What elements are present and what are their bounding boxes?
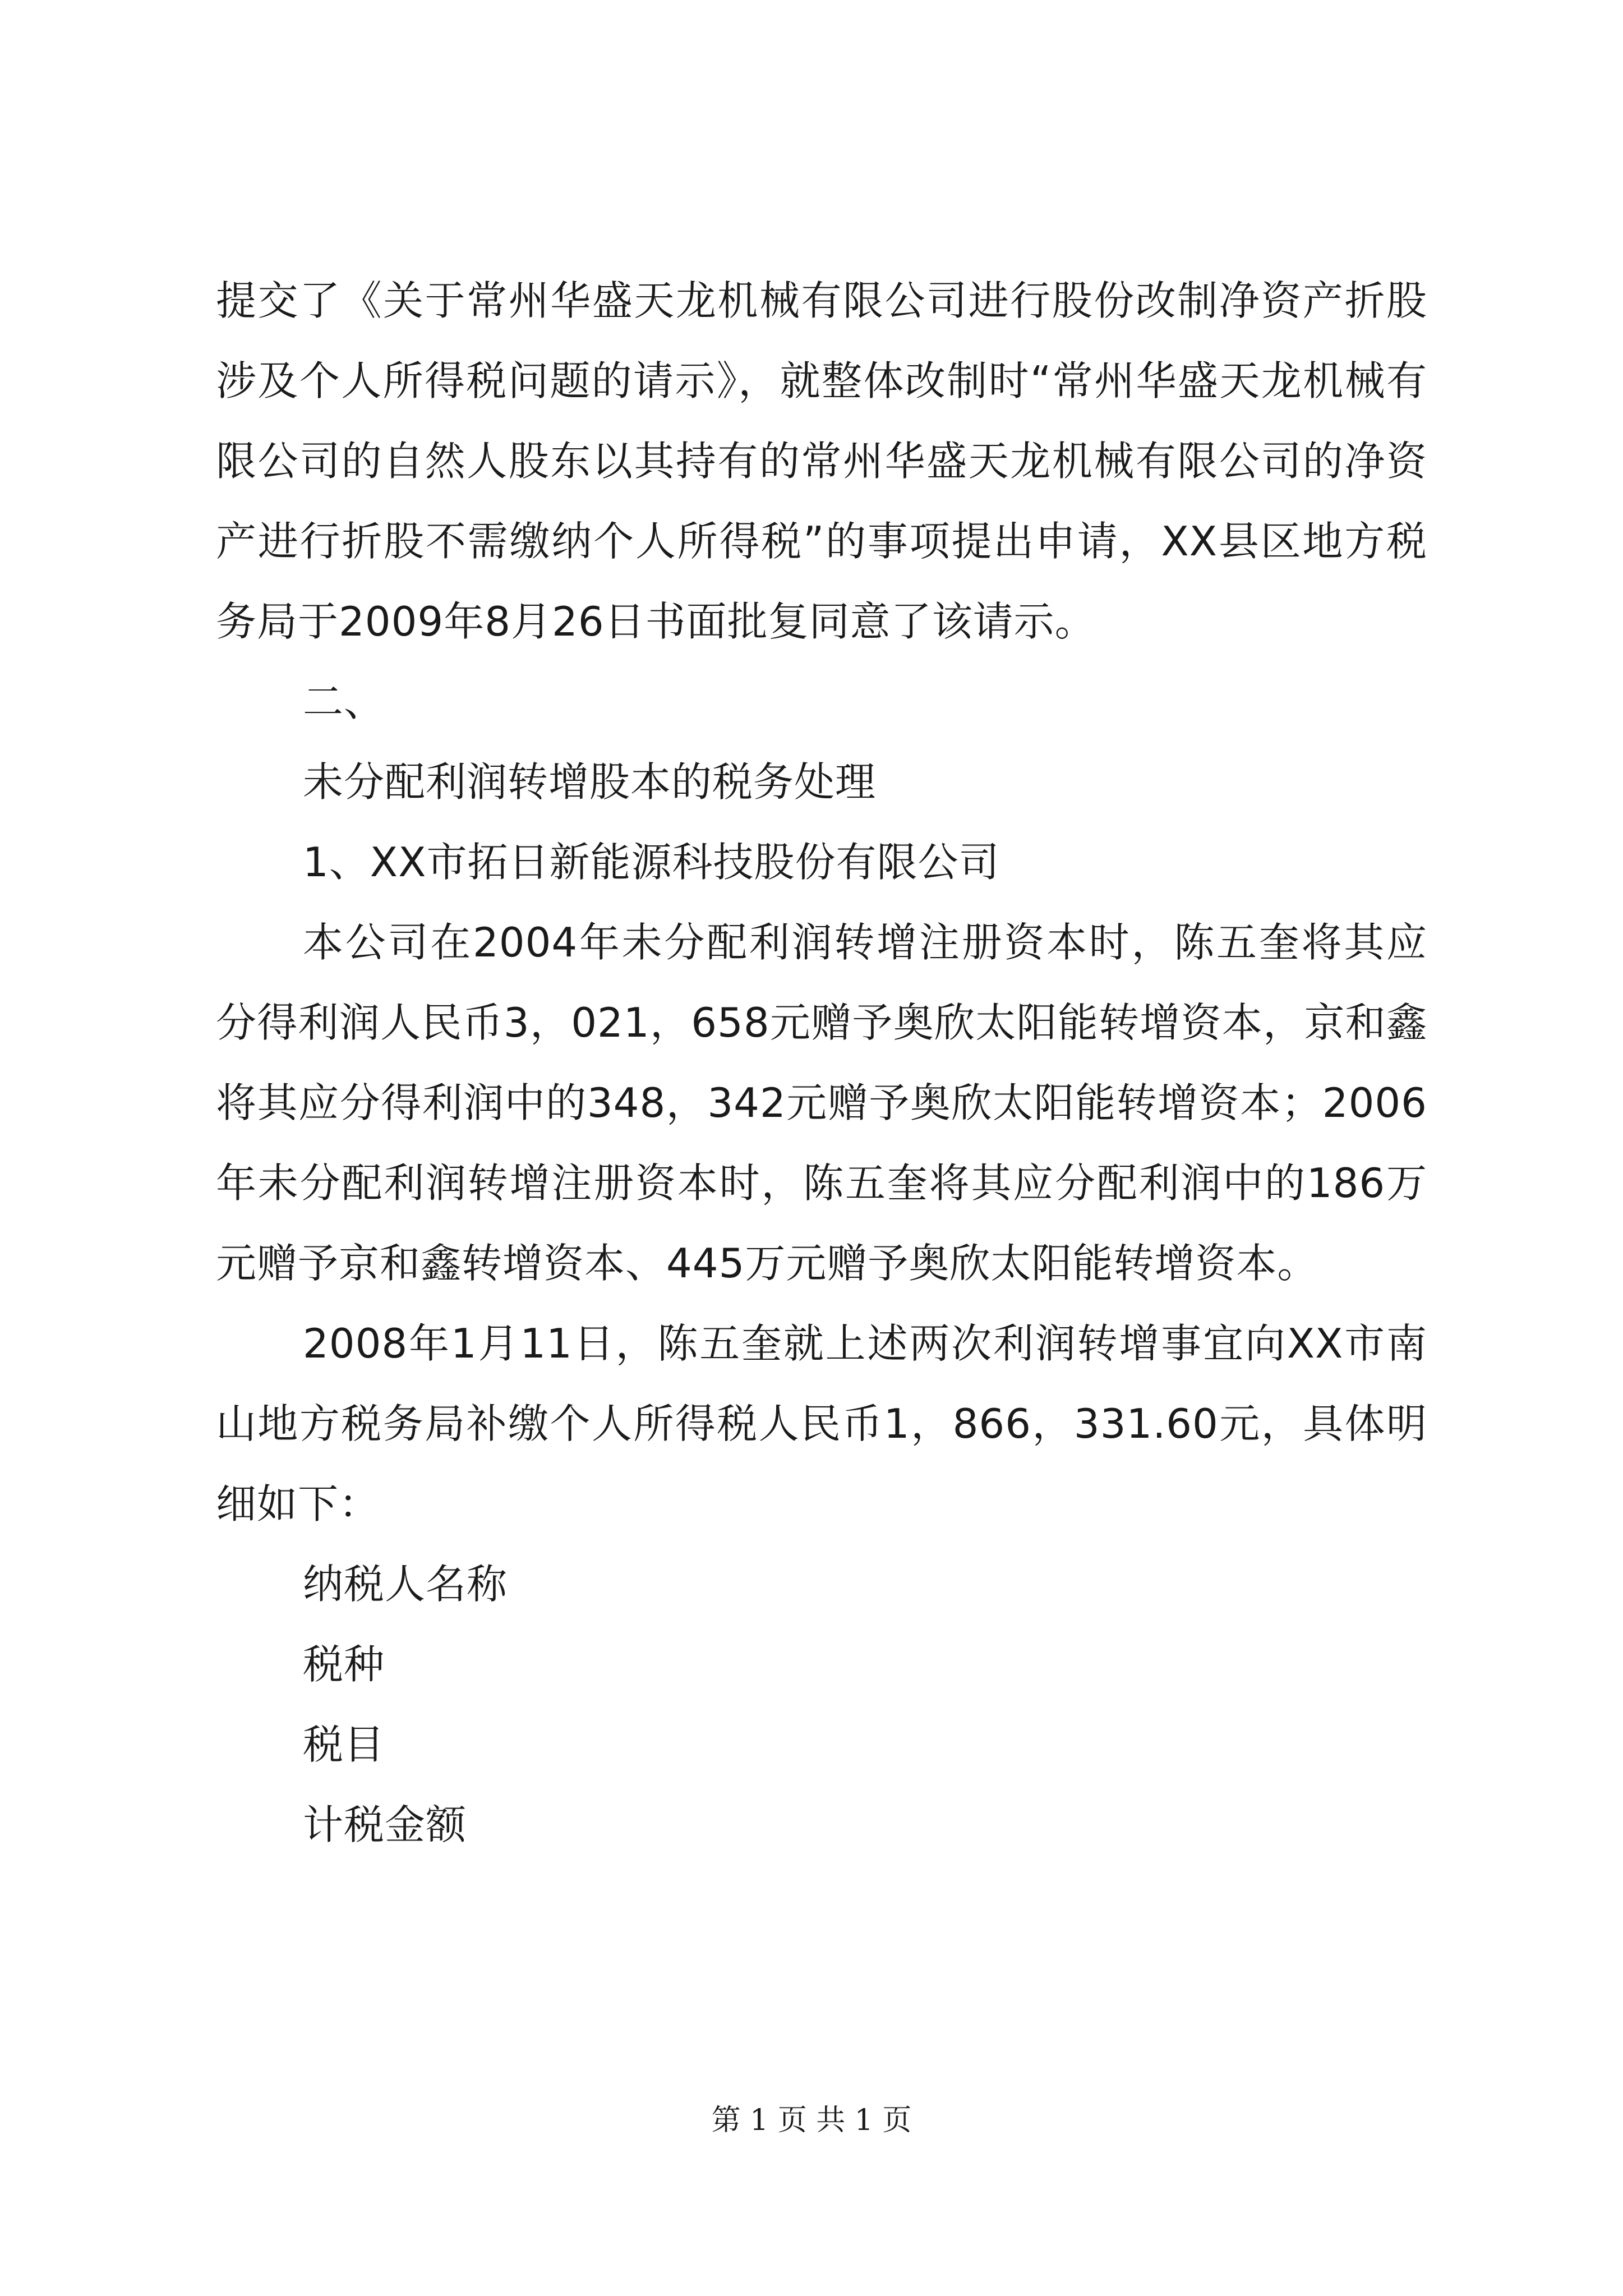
table-field-label: 税种 bbox=[303, 1641, 385, 1688]
table-field-label: 纳税人名称 bbox=[303, 1561, 508, 1608]
section-heading: 未分配利润转增股本的税务处理 bbox=[303, 758, 877, 806]
subsection-heading: 1、XX市拓日新能源科技股份有限公司 bbox=[303, 839, 1000, 886]
paragraph: 2008年1月11日，陈五奎就上述两次利润转增事宜向XX市南山地方税务局补缴个人所得税人民币1，866，331.60元，具体明细如下： bbox=[216, 1320, 1427, 1527]
document-body bbox=[216, 261, 1427, 1865]
section-heading-number: 二、 bbox=[303, 678, 385, 725]
page-footer: 第 1 页 共 1 页 bbox=[711, 2104, 912, 2137]
paragraph: 本公司在2004年未分配利润转增注册资本时，陈五奎将其应分得利润人民币3，021，658元赠予奥欣太阳能转增资本，京和鑫将其应分得利润中的348，342元赠予奥欣太阳能转增资本；2006年未分配利润转增注册资本时，陈五奎将其应分配利润中的186万元赠予京和鑫转增资本、445万元赠予奥欣太阳能转增资本。 bbox=[216, 919, 1427, 1287]
table-field-label: 税目 bbox=[303, 1721, 385, 1768]
paragraph: 提交了《关于常州华盛天龙机械有限公司进行股份改制净资产折股涉及个人所得税问题的请示》，就整体改制时“常州华盛天龙机械有限公司的自然人股东以其持有的常州华盛天龙机械有限公司的净资产进行折股不需缴纳个人所得税”的事项提出申请，XX县区地方税务局于2009年8月26日书面批复同意了该请示。 bbox=[216, 277, 1427, 645]
table-field-label: 计税金额 bbox=[303, 1801, 467, 1848]
